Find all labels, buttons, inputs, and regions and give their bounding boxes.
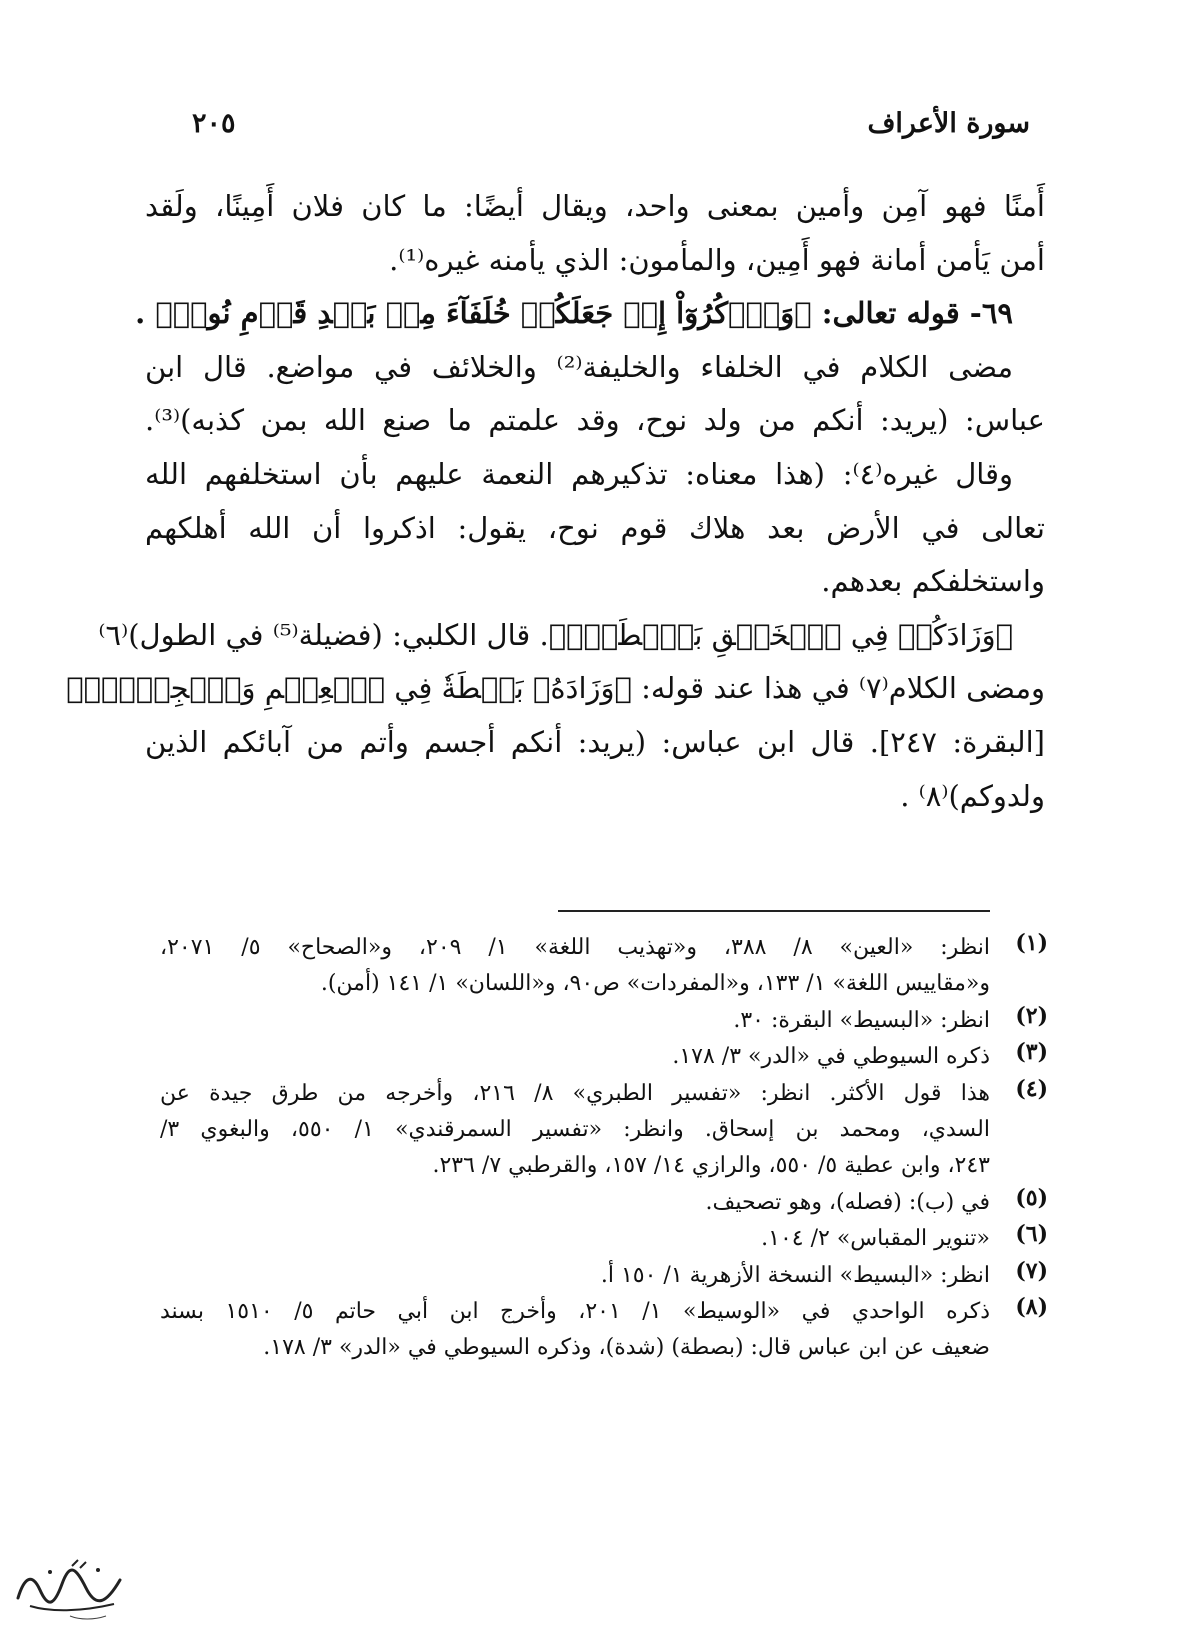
text-line: واستخلفكم بعدهم. bbox=[821, 564, 1045, 599]
footnote-number: (٢) bbox=[1015, 1002, 1048, 1029]
footnote-5 bbox=[160, 1184, 1048, 1221]
footnote-line: انظر: «البسيط» النسخة الأزهرية ١/ ١٥٠ أ. bbox=[600, 1262, 990, 1288]
text-line: ومضى الكلام⁽٧⁾ في هذا عند قوله: ﴿وَزَادَهُۥ بَسۡطَةٗ فِي ٱلۡعِلۡمِ وَٱلۡجِسۡمِۖ﴾ bbox=[66, 671, 1045, 706]
text-line: عباس: (يريد: أنكم من ولد نوح، وقد علمتم ما صنع الله بمن كذبه)⁽³⁾. bbox=[145, 403, 1045, 438]
footnote-number: (٥) bbox=[1015, 1184, 1048, 1211]
footnote-3 bbox=[160, 1039, 1048, 1075]
footnote-line: «تنوير المقباس» ٢/ ١٠٤. bbox=[761, 1226, 990, 1252]
footnote-line: في (ب): (فصله)، وهو تصحيف. bbox=[705, 1189, 990, 1215]
main-text bbox=[66, 180, 1045, 823]
page-header bbox=[140, 108, 1030, 152]
text-line: مضى الكلام في الخلفاء والخليفة⁽²⁾ والخلائف في مواضع. قال ابن bbox=[145, 349, 1013, 384]
footnote-4 bbox=[160, 1075, 1048, 1185]
footnote-line: هذا قول الأكثر. انظر: «تفسير الطبري» ٨/ ٢١٦، وأخرجه من طرق جيدة عن bbox=[160, 1080, 990, 1106]
footnote-2 bbox=[160, 1002, 1048, 1039]
verse-heading: ٦٩- قوله تعالى: ﴿وَٱذۡكُرُوٓاْ إِذۡ جَعَلَكُمۡ خُلَفَآءَ مِنۢ بَعۡدِ قَوۡمِ نُوحٖ﴾ . bbox=[135, 296, 1013, 331]
footnote-number: (٨) bbox=[1015, 1293, 1048, 1320]
footnote-1 bbox=[160, 930, 1048, 1003]
text-line: وقال غيره⁽٤⁾: (هذا معناه: تذكيرهم النعمة عليهم بأن استخلفهم الله bbox=[145, 456, 1013, 491]
footnote-7 bbox=[160, 1257, 1048, 1294]
footnote-line: انظر: «العين» ٨/ ٣٨٨، و«تهذيب اللغة» ١/ ٢٠٩، و«الصحاح» ٥/ ٢٠٧١، bbox=[160, 935, 991, 960]
text-line: ولدوكم)⁽٨⁾ . bbox=[900, 778, 1045, 813]
surah-title: سورة الأعراف bbox=[867, 108, 1030, 139]
page-number: ٢٠٥ bbox=[192, 108, 236, 139]
footnote-line: ٢٤٣، وابن عطية ٥/ ٥٥٠، والرازي ١٤/ ١٥٧، والقرطبي ٧/ ٢٣٦. bbox=[432, 1153, 990, 1179]
footnote-number: (٦) bbox=[1015, 1221, 1048, 1248]
publisher-logo-icon bbox=[10, 1550, 130, 1630]
footnote-number: (٧) bbox=[1015, 1257, 1048, 1284]
footnote-line: ذكره السيوطي في «الدر» ٣/ ١٧٨. bbox=[672, 1044, 990, 1070]
text-line: أمن يَأمن أمانة فهو أَمِين، والمأمون: الذي يأمنه غيره⁽¹⁾. bbox=[389, 242, 1045, 277]
footnote-number: (٤) bbox=[1015, 1075, 1048, 1102]
footnote-number: (١) bbox=[1015, 930, 1048, 956]
footnotes bbox=[160, 930, 1048, 1367]
text-line: أَمنًا فهو آمِن وأمين بمعنى واحد، ويقال أيضًا: ما كان فلان أَمِينًا، ولَقد bbox=[145, 189, 1045, 223]
footnote-6 bbox=[160, 1221, 1048, 1257]
footnote-8 bbox=[160, 1293, 1048, 1367]
footnote-number: (٣) bbox=[1015, 1039, 1048, 1066]
text-line: ﴿وَزَادَكُمۡ فِي ٱلۡخَلۡقِ بَصۜۡطَةٗۖ﴾. قال الكلبي: (فضيلة⁽⁵⁾ في الطول)⁽٦⁾ bbox=[98, 617, 1013, 652]
footnote-line: السدي، ومحمد بن إسحاق. وانظر: «تفسير السمرقندي» ١/ ٥٥٠، والبغوي ٣/ bbox=[160, 1116, 990, 1142]
footnote-line: ضعيف عن ابن عباس قال: (بصطة) (شدة)، وذكره السيوطي في «الدر» ٣/ ١٧٨. bbox=[263, 1335, 990, 1361]
text-line: تعالى في الأرض بعد هلاك قوم نوح، يقول: اذكروا أن الله أهلكهم bbox=[145, 510, 1045, 545]
footnote-line: انظر: «البسيط» البقرة: ٣٠. bbox=[733, 1007, 990, 1033]
footnote-divider bbox=[558, 910, 990, 912]
footnote-line: و«مقاييس اللغة» ١/ ١٣٣، و«المفردات» ص٩٠، و«اللسان» ١/ ١٤١ (أمن). bbox=[320, 971, 990, 997]
text-line: [البقرة: ٢٤٧]. قال ابن عباس: (يريد: أنكم أجسم وأتم من آبائكم الذين bbox=[145, 724, 1045, 759]
footnote-line: ذكره الواحدي في «الوسيط» ١/ ٢٠١، وأخرج ابن أبي حاتم ٥/ ١٥١٠ بسند bbox=[160, 1298, 991, 1324]
